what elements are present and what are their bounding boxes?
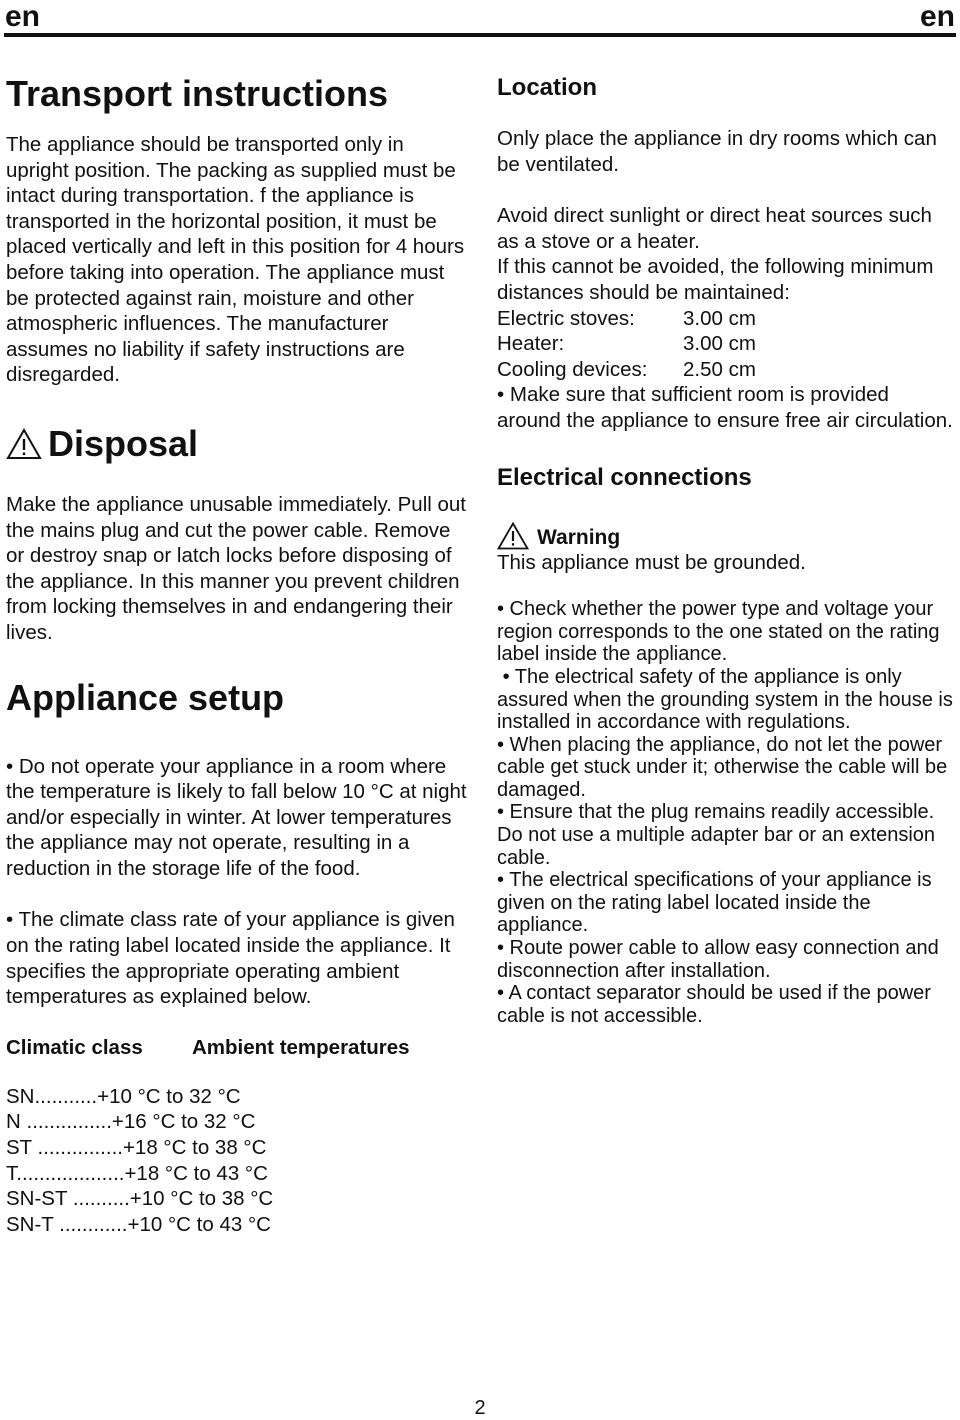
climatic-class-row: N ...............+16 °C to 32 °C [6, 1110, 256, 1134]
warning-text: This appliance must be grounded. [497, 550, 806, 574]
distance-row [497, 357, 957, 383]
transport-paragraph: The appliance should be transported only in upright position. The packing as supplied must be intact during transportation. f the appliance is transported in the horizontal position, it must be placed vertically and left in this position for 4 hours before taking into operation. The appliance must be protected against rain, moisture and other atmospheric influences. The manufacturer assumes no liability if safety instructions are disregarded. [6, 133, 465, 387]
distance-value: 3.00 cm [683, 332, 756, 356]
distance-row [497, 306, 957, 332]
location-bullet: • Make sure that sufficient room is provided around the appliance to ensure free air circulation. [497, 383, 953, 432]
location-paragraph: Avoid direct sunlight or direct heat sources such as a stove or a heater. [497, 204, 932, 253]
electrical-bullet: • Route power cable to allow easy connection and disconnection after installation. [497, 937, 939, 982]
header-language-left: en [5, 0, 41, 33]
climatic-class-row: SN-T ............+10 °C to 43 °C [6, 1212, 271, 1236]
distance-label: Cooling devices: [497, 357, 648, 381]
ambient-temperatures-header-label: Ambient temperatures [192, 1035, 410, 1059]
electrical-bullets [497, 598, 957, 1027]
transport-title: Transport instructions [6, 73, 389, 114]
electrical-bullet: • Ensure that the plug remains readily accessible. Do not use a multiple adapter bar or an extension cable. [497, 801, 936, 869]
distance-label: Heater: [497, 332, 565, 356]
header-rule [4, 33, 956, 37]
location-paragraph: Only place the appliance in dry rooms which can be ventilated. [497, 127, 937, 176]
setup-title: Appliance setup [6, 676, 285, 718]
electrical-title: Electrical connections [497, 463, 752, 491]
warning-label: Warning [537, 525, 621, 549]
disposal-heading [6, 422, 471, 466]
disposal-paragraph: Make the appliance unusable immediately. Pull out the mains plug and cut the power cable. Remove or destroy snap or latch locks before disposing of the appliance. In this manner you prevent children from locking themselves in and endangering their lives. [6, 492, 466, 644]
header-language-right: en [919, 0, 955, 33]
electrical-bullet: • The electrical safety of the appliance is only assured when the grounding system in the house is installed in accordance with regulations. [497, 665, 959, 734]
distance-row [497, 331, 957, 357]
location-title: Location [497, 74, 597, 101]
electrical-bullet: • Check whether the power type and voltage your region corresponds to the one stated on the rating label inside the appliance. [497, 598, 940, 666]
setup-bullet: • Do not operate your appliance in a room where the temperature is likely to fall below 10 °C at night and/or especially in winter. At lower temperatures the appliance may not operate, resulting in a reduction in the storage life of the food. [6, 754, 467, 880]
minimum-distances [497, 306, 957, 383]
climatic-class-row: T...................+18 °C to 43 °C [6, 1161, 268, 1185]
disposal-title: Disposal [48, 422, 199, 464]
distance-value: 3.00 cm [683, 306, 756, 330]
page-number: 2 [474, 1397, 486, 1419]
climatic-class-header [6, 1036, 471, 1060]
left-column [6, 72, 471, 1237]
setup-bullet: • The climate class rate of your appliance is given on the rating label located inside the appliance. It specifies the appropriate operating ambient temperatures as explained below. [6, 908, 455, 1009]
climatic-class-row: ST ...............+18 °C to 38 °C [6, 1136, 267, 1160]
warning-triangle-icon [497, 522, 529, 550]
distance-label: Electric stoves: [497, 306, 635, 330]
distance-value: 2.50 cm [683, 357, 756, 381]
location-paragraph: If this cannot be avoided, the following minimum distances should be maintained: [497, 255, 934, 304]
warning-heading [497, 522, 957, 550]
climatic-class-row: SN-ST ..........+10 °C to 38 °C [6, 1187, 274, 1211]
electrical-bullet: • When placing the appliance, do not let the power cable get stuck under it; otherwise the cable will be damaged. [497, 733, 948, 801]
climatic-class-list [6, 1084, 471, 1238]
right-column [497, 72, 957, 1027]
climatic-class-row: SN...........+10 °C to 32 °C [6, 1084, 241, 1108]
electrical-bullet: • The electrical specifications of your appliance is given on the rating label located inside the appliance. [497, 869, 932, 937]
warning-triangle-icon [6, 428, 42, 460]
electrical-bullet: • A contact separator should be used if the power cable is not accessible. [497, 982, 931, 1027]
climatic-class-header-label: Climatic class [6, 1035, 143, 1059]
